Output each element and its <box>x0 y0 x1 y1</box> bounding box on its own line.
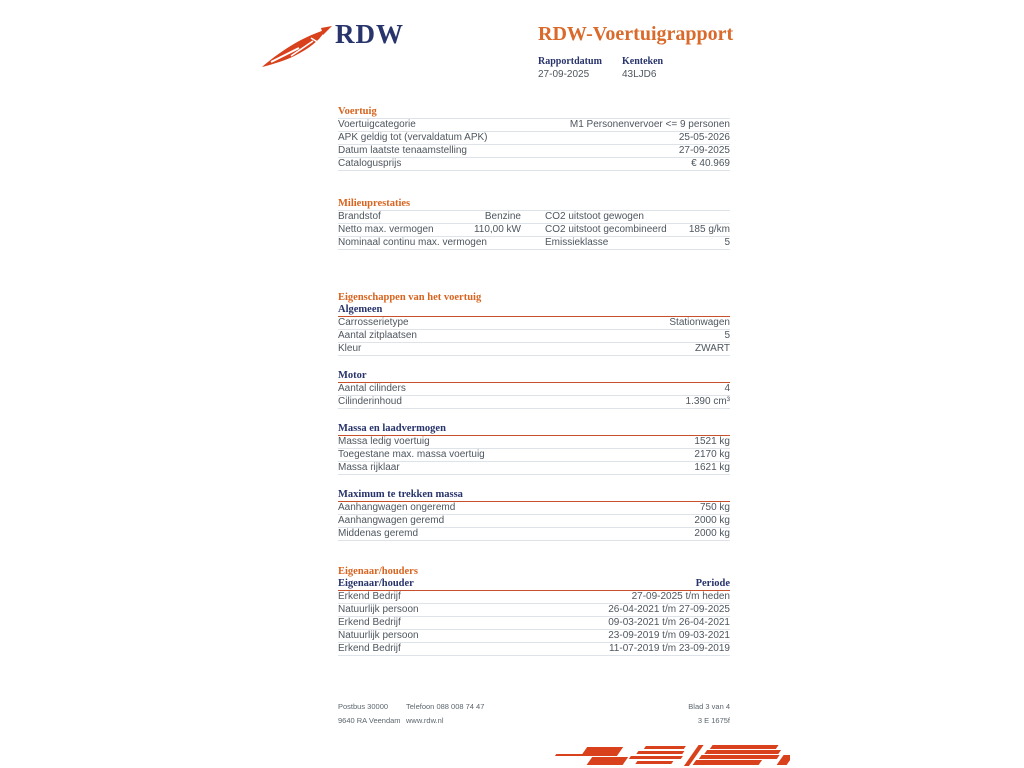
voertuig-table <box>338 118 730 171</box>
footer-page-number: Blad 3 van 4 <box>688 702 730 711</box>
row-label: Massa ledig voertuig <box>338 436 430 447</box>
table-row <box>338 132 730 145</box>
row-value: 110,00 kW <box>473 224 521 235</box>
row-label: Carrosserietype <box>338 317 409 328</box>
rdw-logo-swoosh-icon <box>261 26 333 70</box>
footer-website-link[interactable]: www.rdw.nl <box>406 716 444 725</box>
table-row <box>338 436 730 449</box>
subsection-title: Algemeen <box>338 304 383 315</box>
massa-table <box>338 436 730 475</box>
section-heading-eigenschappen: Eigenschappen van het voertuig <box>338 292 482 303</box>
milieu-right-cell <box>545 211 730 223</box>
owner-period: 26-04-2021 t/m 27-09-2025 <box>608 604 730 615</box>
owner-period: 23-09-2019 t/m 09-03-2021 <box>608 630 730 641</box>
table-row <box>338 396 730 409</box>
row-label: APK geldig tot (vervaldatum APK) <box>338 132 488 143</box>
table-row <box>338 591 730 604</box>
subsection-title: Maximum te trekken massa <box>338 489 463 500</box>
row-value: 5 <box>724 330 730 341</box>
row-value: 27-09-2025 <box>678 145 730 156</box>
table-row <box>338 528 730 541</box>
subsection-heading-trekken-massa <box>338 489 730 502</box>
row-value: 4 <box>724 383 730 394</box>
owner-period: 09-03-2021 t/m 26-04-2021 <box>608 617 730 628</box>
row-value: 2170 kg <box>694 449 730 460</box>
row-value: Benzine <box>484 211 521 222</box>
row-label: Kleur <box>338 343 362 354</box>
page-footer <box>338 700 730 728</box>
table-row <box>338 343 730 356</box>
table-row <box>338 224 730 237</box>
owner-type: Erkend Bedrijf <box>338 643 401 654</box>
table-row <box>338 630 730 643</box>
rdw-logo-text: RDW <box>335 19 404 49</box>
row-value: 1621 kg <box>694 462 730 473</box>
license-plate-value: 43LJD6 <box>622 69 657 80</box>
footer-page-info <box>688 700 730 728</box>
row-label: Brandstof <box>338 211 381 222</box>
page-title: RDW-Voertuigrapport <box>538 23 734 45</box>
row-label: Aanhangwagen ongeremd <box>338 502 456 513</box>
table-row <box>338 462 730 475</box>
table-row <box>338 119 730 132</box>
table-row <box>338 515 730 528</box>
row-value: 5 <box>724 237 730 248</box>
footer-city: 9640 RA Veendam <box>338 716 401 725</box>
row-label: Toegestane max. massa voertuig <box>338 449 485 460</box>
table-row <box>338 502 730 515</box>
milieu-left-cell <box>338 237 521 249</box>
footer-address <box>338 700 406 728</box>
table-row <box>338 383 730 396</box>
row-label: CO2 uitstoot gewogen <box>545 211 644 222</box>
table-row <box>338 330 730 343</box>
section-heading-milieuprestaties: Milieuprestaties <box>338 198 411 209</box>
period-column-header: Periode <box>695 578 730 589</box>
row-value: 2000 kg <box>694 515 730 526</box>
table-row <box>338 145 730 158</box>
section-heading-eigenaar-houders: Eigenaar/houders <box>338 566 418 577</box>
subsection-heading-algemeen <box>338 304 730 317</box>
trekken-massa-table <box>338 502 730 541</box>
row-label: Emissieklasse <box>545 237 609 248</box>
row-label: Middenas geremd <box>338 528 419 539</box>
row-label: Aantal zitplaatsen <box>338 330 417 341</box>
license-plate-block <box>622 56 706 80</box>
report-date-block <box>538 56 622 80</box>
subsection-heading-massa <box>338 423 730 436</box>
subsection-heading-motor <box>338 370 730 383</box>
row-label: Aantal cilinders <box>338 383 406 394</box>
row-label: Netto max. vermogen <box>338 224 434 235</box>
table-row <box>338 158 730 171</box>
report-meta <box>538 56 706 80</box>
milieu-left-cell <box>338 211 521 223</box>
footer-phone: Telefoon 088 008 74 47 <box>406 702 485 711</box>
license-plate-label: Kenteken <box>622 56 664 67</box>
footer-form-code: 3 E 1675f <box>697 716 730 725</box>
owner-table-header <box>338 578 730 591</box>
row-label: Catalogusprijs <box>338 158 402 169</box>
row-value: 1.390 cm³ <box>685 396 730 407</box>
row-value: 2000 kg <box>694 528 730 539</box>
row-label: Massa rijklaar <box>338 462 400 473</box>
owner-type: Erkend Bedrijf <box>338 591 401 602</box>
row-label: Aanhangwagen geremd <box>338 515 445 526</box>
rdw-stripes-graphic <box>550 743 790 768</box>
subsection-title: Massa en laadvermogen <box>338 423 446 434</box>
owner-column-header: Eigenaar/houder <box>338 578 414 589</box>
table-row <box>338 211 730 224</box>
row-value: € 40.969 <box>691 158 730 169</box>
owner-type: Erkend Bedrijf <box>338 617 401 628</box>
motor-table <box>338 383 730 409</box>
milieu-table <box>338 210 730 250</box>
row-value: 750 kg <box>699 502 730 513</box>
row-label: Voertuigcategorie <box>338 119 416 130</box>
row-value: 1521 kg <box>694 436 730 447</box>
row-value: 25-05-2026 <box>678 132 730 143</box>
table-row <box>338 449 730 462</box>
row-value: ZWART <box>695 343 730 354</box>
algemeen-table <box>338 317 730 356</box>
section-heading-voertuig: Voertuig <box>338 106 377 117</box>
row-label: Datum laatste tenaamstelling <box>338 145 467 156</box>
table-row <box>338 604 730 617</box>
row-label: Nominaal continu max. vermogen <box>338 237 487 248</box>
row-value: 185 g/km <box>688 224 730 235</box>
row-value: Stationwagen <box>669 317 730 328</box>
row-value: M1 Personenvervoer <= 9 personen <box>569 119 730 130</box>
report-content <box>338 105 730 656</box>
report-date-value: 27-09-2025 <box>538 69 590 80</box>
owner-period: 11-07-2019 t/m 23-09-2019 <box>608 643 730 654</box>
table-row <box>338 237 730 250</box>
table-row <box>338 317 730 330</box>
owner-table <box>338 591 730 656</box>
footer-postbus: Postbus 30000 <box>338 702 389 711</box>
table-row <box>338 643 730 656</box>
milieu-left-cell <box>338 224 521 236</box>
milieu-right-cell <box>545 237 730 249</box>
owner-period: 27-09-2025 t/m heden <box>631 591 730 602</box>
table-row <box>338 617 730 630</box>
row-label: Cilinderinhoud <box>338 396 402 407</box>
report-date-label: Rapportdatum <box>538 56 602 67</box>
owner-type: Natuurlijk persoon <box>338 630 419 641</box>
milieu-right-cell <box>545 224 730 236</box>
footer-contact <box>406 700 688 728</box>
owner-type: Natuurlijk persoon <box>338 604 419 615</box>
subsection-title: Motor <box>338 370 367 381</box>
row-label: CO2 uitstoot gecombineerd <box>545 224 667 235</box>
